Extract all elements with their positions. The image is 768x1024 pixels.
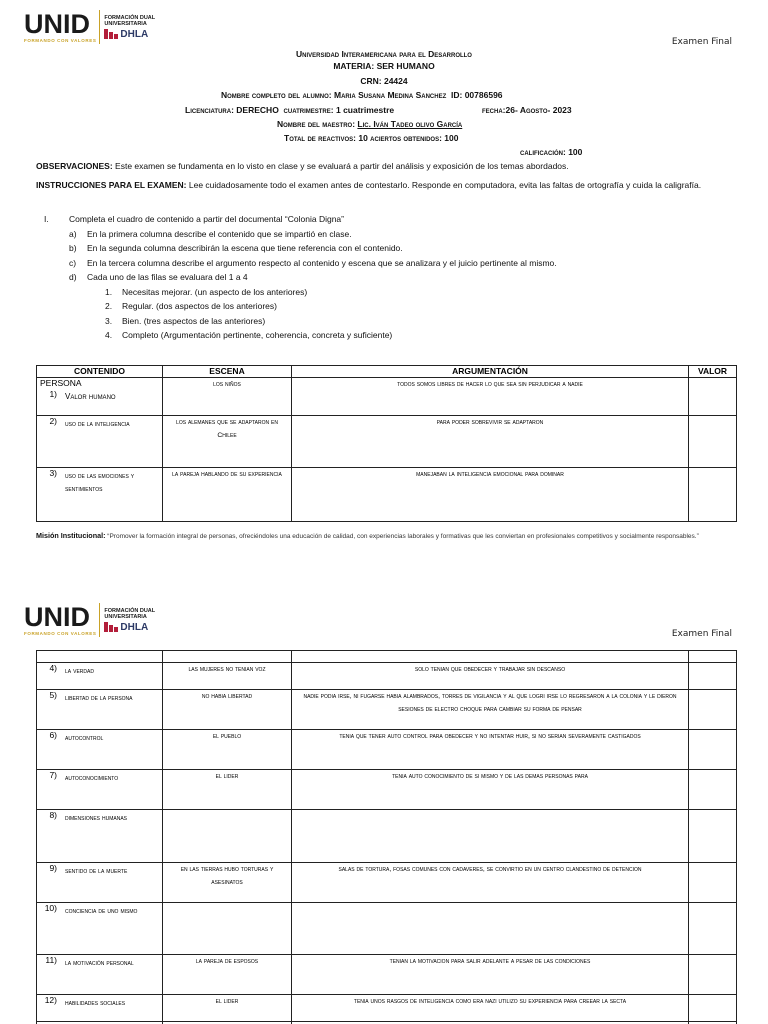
total-value: 10 aciertos obtenidos: 100 [358,133,459,143]
maestro-value: Lic. Iván Tadeo olivo García [357,119,463,129]
fecha-label: fecha: [482,105,506,115]
exam-type-label: Examen Final [671,37,732,47]
table-row [37,995,737,1022]
cell-valor [689,730,737,770]
dhla-mark-icon [104,29,118,39]
logo-slogan: FORMANDO CON VALORES [24,631,97,636]
cell-argumentacion: nadie podia irse, ni fugarse habia alambrados, torres de vigilancia y al que logri irse lo regresaron a la colonia y le dieron sesiones de electro choque para cambiar su forma de pensar [292,690,689,730]
row-contenido: autoconocimiento [65,773,119,782]
table-row [37,730,737,770]
row-number: 10) [44,903,57,913]
table-row [37,810,737,863]
list-item-4-num: 4. [105,330,113,340]
cell-valor [689,378,737,416]
cell-escena [163,903,292,955]
logo-universitaria: UNIVERSITARIA [104,20,147,27]
table-row [37,690,737,730]
row-number: 3) [49,468,57,478]
row-contenido: Valor humano [65,392,116,401]
mision-text: “Promover la formación integral de personas, ofreciéndoles una educación de calidad, con experiencias laborales y formativas que les conviertan en profesionales competitivos y socialmente responsables.” [107,533,699,540]
cell-valor [689,690,737,730]
calificacion-line [520,147,582,157]
table-header-row [37,366,737,378]
list-item-2: Regular. (dos aspectos de los anteriores) [122,301,277,311]
cell-argumentacion: tenian la motivacion para salir adelante a pesar de las condiciones [292,955,689,995]
cell-argumentacion: tenia auto conocimiento de si mismo y de las demas personas para [292,770,689,810]
logo-dhla: DHLA [120,621,149,633]
id-label: ID: [450,90,463,100]
cell-escena: en las tierras hubo torturas y asesinatos [163,863,292,903]
table-row-spacer [37,651,737,663]
logo-universitaria: UNIVERSITARIA [104,613,147,620]
cell-valor [689,663,737,690]
maestro-line [277,119,462,129]
list-item-4: Completo (Argumentación pertinente, coherencia, concreta y suficiente) [122,330,393,340]
exam-page-2 [0,600,768,1024]
cell-argumentacion: tenia unos rasgos de inteligencia como era nazi utilizo su experiencia para creear la secta [292,995,689,1022]
list-item-d: Cada uno de las filas se evaluara del 1 a 4 [87,272,248,282]
logo-word: UNID [24,602,90,632]
cell-argumentacion: manejaban la inteligencia emocional para dominar [292,468,689,522]
alumno-value: Maria Susana Medina Sanchez [333,90,447,100]
lic-value: DERECHO [236,105,279,115]
licenciatura-line [185,105,394,115]
list-item-c-num: c) [69,257,77,268]
cell-escena: las mujeres no tenian voz [163,663,292,690]
cell-valor [689,863,737,903]
university-name: Universidad Interamericana para el Desarrollo [296,49,472,59]
cell-argumentacion [292,810,689,863]
mision-label: Misión Institucional: [36,531,106,540]
unid-logo [24,10,155,44]
col-header-valor: VALOR [689,366,737,378]
list-item-i: Completa el cuadro de contenido a partir del documental “Colonia Digna” [69,214,344,224]
list-item-2-num: 2. [105,301,113,311]
exam-type-label: Examen Final [671,629,732,639]
row-contenido: libertad de la persona [65,693,133,702]
row-contenido: uso de la inteligencia [65,419,130,428]
list-item-a: En la primera columna describe el contenido que se impartió en clase. [87,228,352,239]
cell-escena: los alemanes que se adaptaron en Chilee [163,416,292,468]
table-row [37,955,737,995]
instr-text: Lee cuidadosamente todo el examen antes de contestarlo. Responde en computadora, evita las faltas de ortografía y cuida la caligrafía. [188,180,702,190]
table-row [37,770,737,810]
cell-escena: la pareja hablando de su experiencia [163,468,292,522]
list-item-i-num: I. [44,214,49,224]
table-row [37,903,737,955]
calif-label: calificación: [520,147,566,157]
obs-text: Este examen se fundamenta en lo visto en clase y se evaluará a partir del análisis y exposición de los temas abordados. [115,161,569,171]
cell-escena: los niños [163,378,292,416]
row-contenido: uso de las emociones y sentimientos [65,471,135,493]
mision-institucional [36,531,736,541]
list-item-1-num: 1. [105,286,113,297]
maestro-label: Nombre del maestro: [277,119,356,129]
logo-word: UNID [24,9,90,39]
row-contenido: la verdad [65,666,94,675]
cuatri-value: 1 cuatrimestre [335,105,395,115]
row-number: 2) [49,416,57,426]
row-contenido: la motivación personal [65,958,134,967]
row-contenido: sentido de la muerte [65,866,128,875]
cell-argumentacion: solo tenian que obedecer y trabajar sin descanso [292,663,689,690]
logo-divider [99,10,100,44]
id-value: 00786596 [464,90,503,100]
fecha-value: 26- Agosto- 2023 [505,105,572,115]
cell-contenido [37,468,163,522]
unid-logo [24,603,155,637]
cell-valor [689,468,737,522]
row-number: 7) [49,770,57,780]
row-number: 6) [49,730,57,740]
instrucciones [36,178,736,192]
cell-valor [689,995,737,1022]
cuatri-label: cuatrimestre: [283,105,334,115]
cell-escena: el pueblo [163,730,292,770]
logo-divider [99,603,100,637]
cell-escena: el lider [163,995,292,1022]
cell-valor [689,770,737,810]
list-item-b-num: b) [69,243,77,253]
row-contenido: dimensiones humanas [65,813,128,822]
table-row [37,378,737,416]
cell-argumentacion [292,903,689,955]
cell-escena: el lider [163,770,292,810]
logo-formacion: FORMACIÓN DUAL [104,14,156,21]
list-item-c: En la tercera columna describe el argumento respecto al contenido y escena que se analizara y el juicio pertinente al mismo. [87,257,557,268]
table-row [37,468,737,522]
table-row [37,863,737,903]
total-label: Total de reactivos: [284,133,356,143]
row-number: 5) [49,690,57,700]
cell-escena: no habia libertad [163,690,292,730]
cell-valor [689,903,737,955]
observaciones [36,159,736,173]
cell-escena: la pareja de esposos [163,955,292,995]
row-contenido: habilidades sociales [65,998,126,1007]
cell-argumentacion: salas de tortura, fosas comunes con cadaveres, se convirtio en un centro clandestino de detencion [292,863,689,903]
table-row [37,663,737,690]
row-number: 8) [49,810,57,820]
cell-escena [163,810,292,863]
cell-argumentacion: tenia que tener auto control para obedecer y no intentar huir, si no serian severamente castigados [292,730,689,770]
obs-label: OBSERVACIONES: [36,161,113,171]
logo-formacion: FORMACIÓN DUAL [104,607,156,614]
row-contenido: conciencia de uno mismo [65,906,138,915]
list-item-1: Necesitas mejorar. (un aspecto de los anteriores) [122,286,308,297]
logo-slogan: FORMANDO CON VALORES [24,38,97,43]
cell-contenido [37,378,163,416]
cell-valor [689,810,737,863]
instr-label: INSTRUCCIONES PARA EL EXAMEN: [36,180,187,190]
row-contenido: autocontrol [65,733,104,742]
calif-value: 100 [568,147,583,157]
cell-argumentacion: todos somos libres de hacer lo que sea sin perjudicar a nadie [292,378,689,416]
logo-dhla: DHLA [120,28,149,40]
cell-valor [689,416,737,468]
row-number: 9) [49,863,57,873]
total-line [284,133,458,143]
col-header-contenido: CONTENIDO [37,366,163,378]
list-item-3: Bien. (tres aspectos de las anteriores) [122,315,266,326]
table-row [37,416,737,468]
col-header-escena: ESCENA [163,366,292,378]
row-number: 1) [49,389,57,399]
cell-valor [689,955,737,995]
persona-label: PERSONA [40,378,82,388]
row-number: 11) [45,955,57,965]
alumno-label: Nombre completo del alumno: [221,90,332,100]
content-table-page-2 [36,650,737,1024]
instructions-list [0,212,768,342]
fecha-line [482,105,572,115]
cell-argumentacion: para poder sobrevivir se adaptaron [292,416,689,468]
alumno-line [221,90,503,100]
list-item-d-num: d) [69,272,77,282]
crn: CRN: 24424 [360,76,408,86]
row-number: 4) [49,663,57,673]
list-item-a-num: a) [69,228,77,239]
dhla-mark-icon [104,622,118,632]
materia: MATERIA: SER HUMANO [333,61,435,71]
cell-contenido [37,416,163,468]
content-table-page-1 [36,365,737,522]
col-header-argumentacion: ARGUMENTACIÓN [292,366,689,378]
lic-label: Licenciatura: [185,105,234,115]
row-number: 12) [44,995,57,1005]
list-item-b: En la segunda columna describirán la escena que tiene referencia con el contenido. [87,243,403,253]
list-item-3-num: 3. [105,315,113,326]
